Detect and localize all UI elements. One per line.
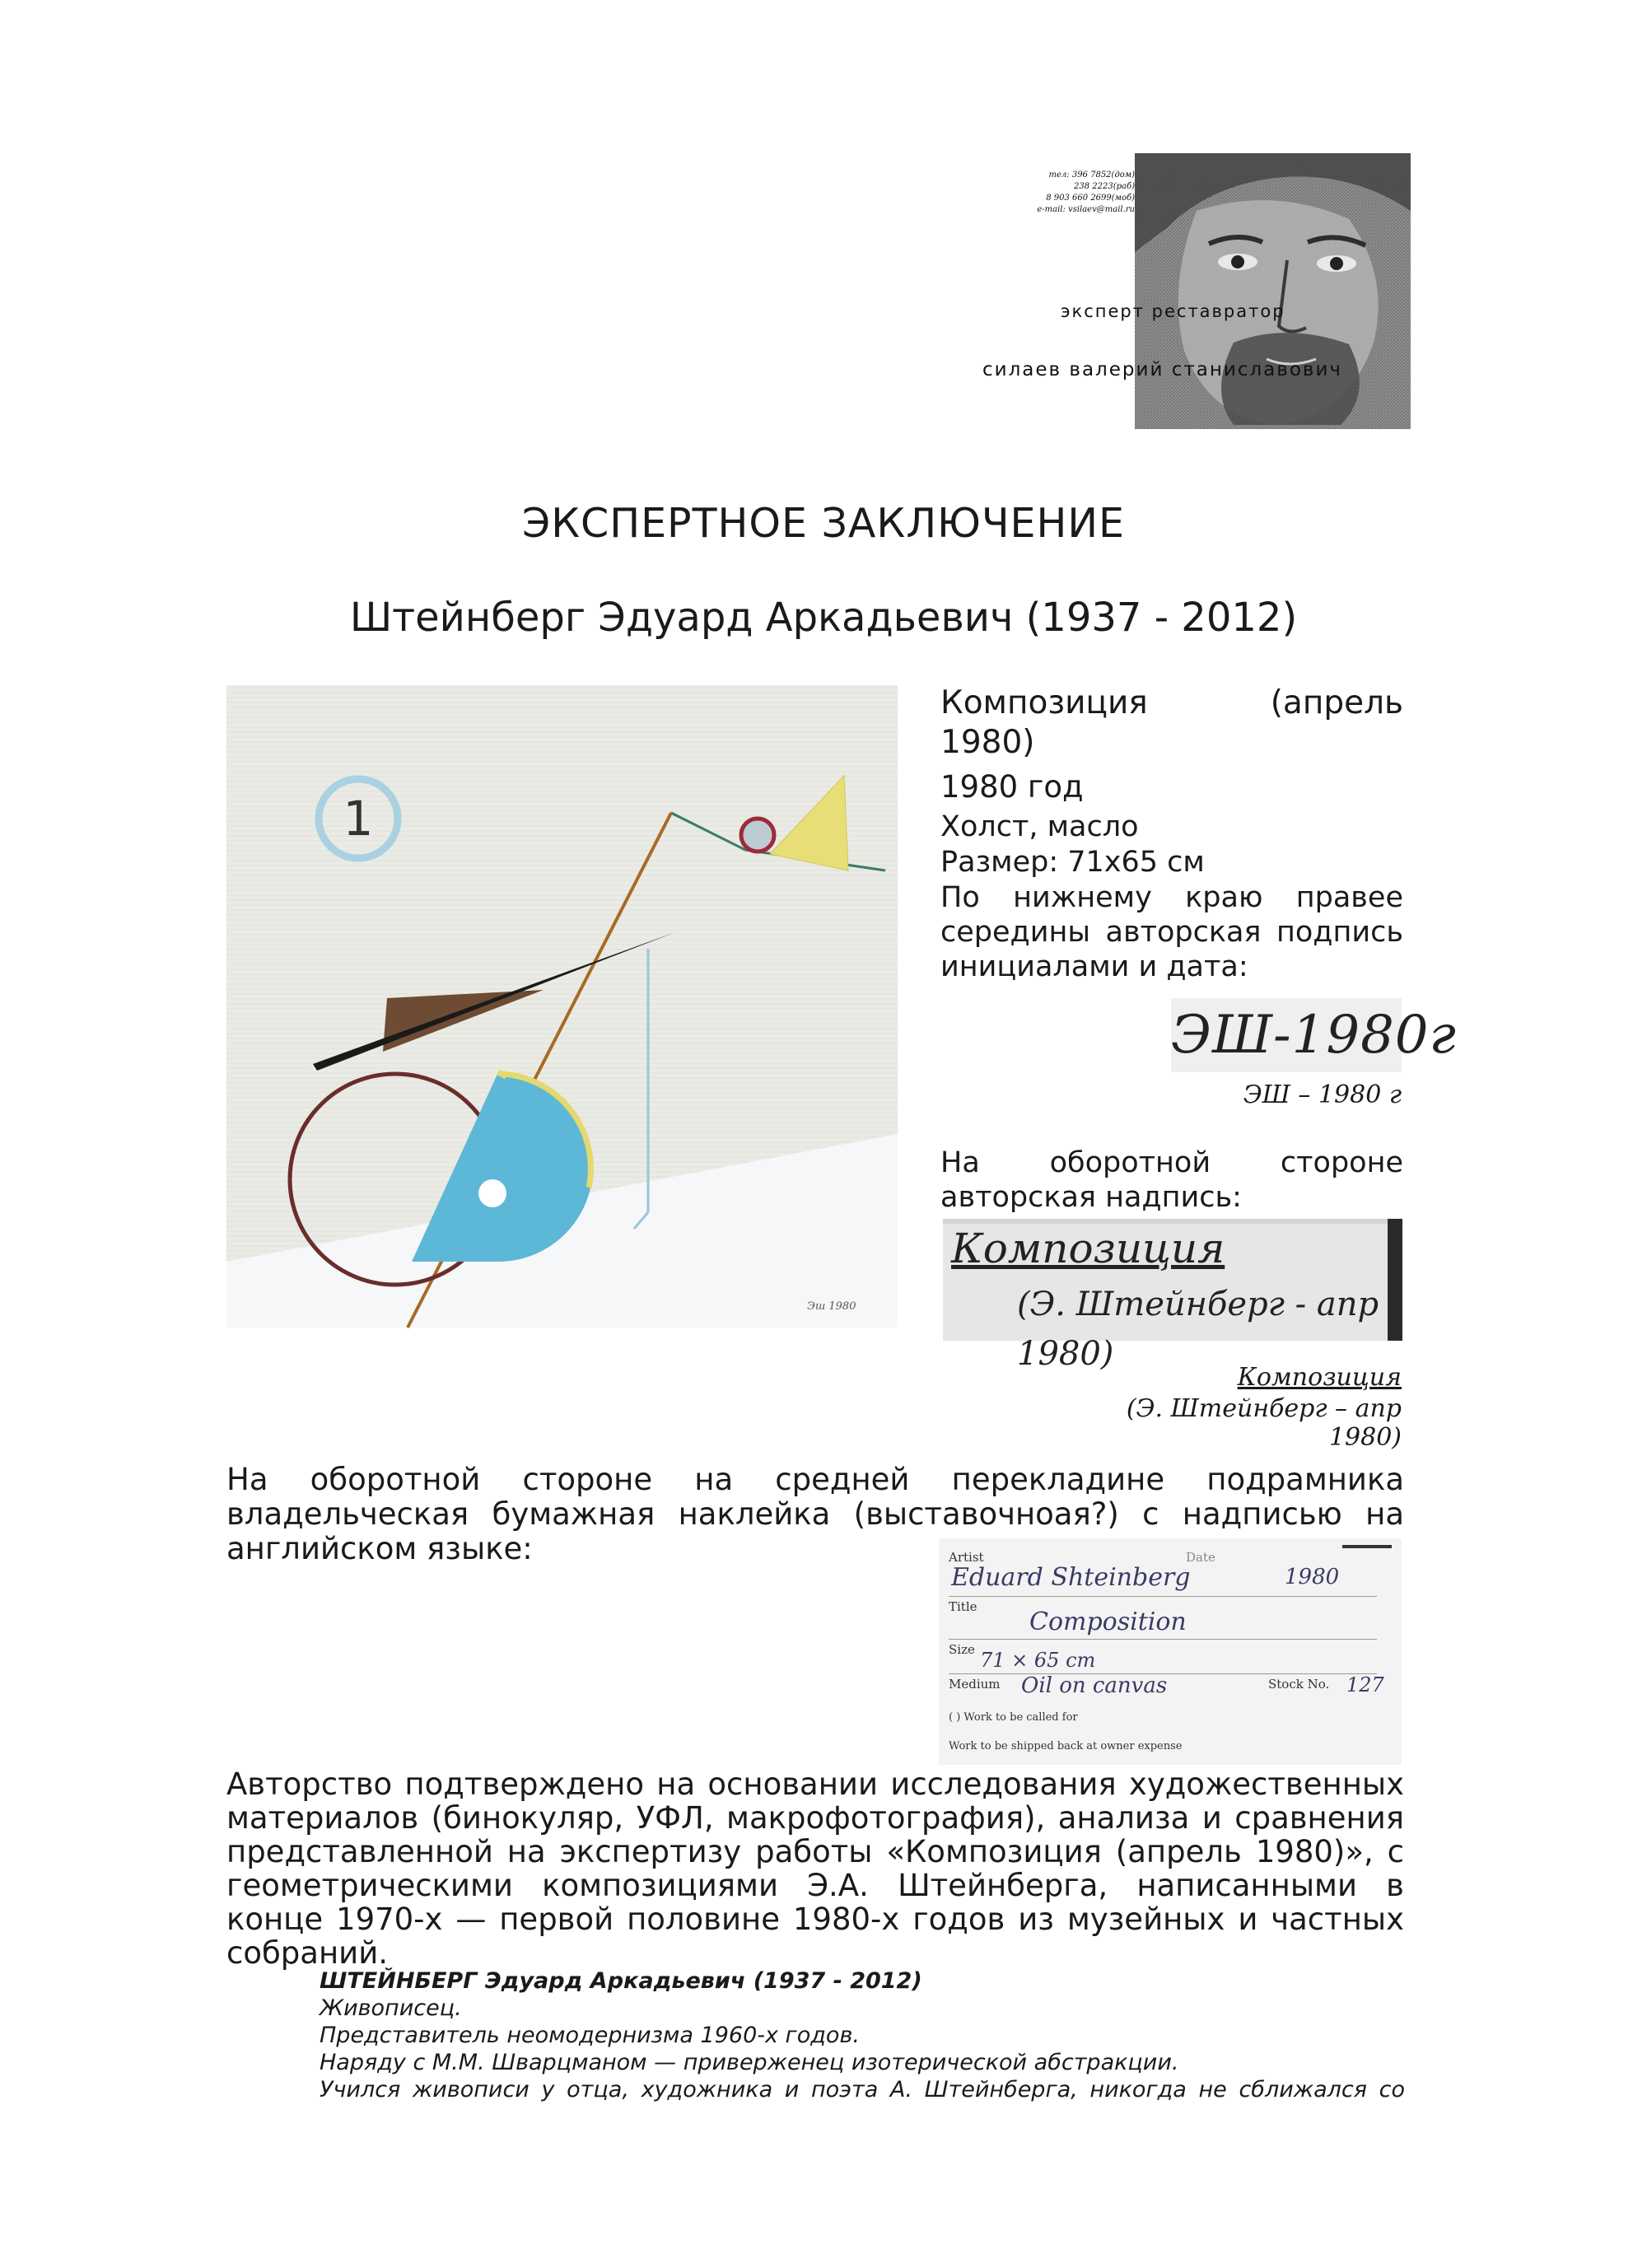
label-stock-value: 127 bbox=[1346, 1673, 1384, 1696]
artist-heading: Штейнберг Эдуард Аркадьевич (1937 - 2012) bbox=[349, 595, 1298, 641]
artwork-medium: Холст, масло bbox=[940, 810, 1139, 843]
letterhead bbox=[962, 153, 1411, 429]
document-title: ЭКСПЕРТНОЕ ЗАКЛЮЧЕНИЕ bbox=[522, 500, 1125, 547]
contact-email: e-mail: vsilaev@mail.ru bbox=[1037, 205, 1135, 214]
bio-line-2: Представитель неомодернизма 1960-х годов. bbox=[320, 2023, 860, 2048]
signature-photo bbox=[1171, 998, 1457, 1072]
label-date-value: 1980 bbox=[1285, 1565, 1340, 1589]
expert-name: силаев валерий станиславович bbox=[982, 359, 1342, 380]
label-called-for: ( ) Work to be called for bbox=[949, 1711, 1078, 1724]
bio-line-4: Учился живописи у отца, художника и поэта А. Штейнберга, никогда не сближался со bbox=[320, 2077, 1405, 2102]
sticker-paragraph: На оборотной стороне на средней перекладине подрамника владельческая бумажная наклейка (выставочноая?) с надписью на английском языке: bbox=[226, 1462, 1404, 1566]
bio-line-1: Живописец. bbox=[320, 1995, 462, 2021]
label-size-value: 71 × 65 cm bbox=[980, 1649, 1096, 1672]
painting-composition bbox=[226, 685, 898, 1328]
authorship-paragraph: Авторство подтверждено на основании исследования художественных материалов (бинокуляр, УФЛ, макрофотография), анализа и сравнения представленной на экспертизу работы «Композиция (апрель 1980)», с геометрическими композициями Э.А. Штейнберга, написанными в конце 1970-х — первой половине 1980-х годов из музейных и частных собраний. bbox=[226, 1766, 1404, 1971]
painting-signature-mark: Эш 1980 bbox=[807, 1300, 856, 1313]
label-stock-caption: Stock No. bbox=[1268, 1677, 1330, 1692]
artwork-title-line2: 1980) bbox=[940, 724, 1035, 761]
painting-photo bbox=[226, 685, 898, 1328]
artwork-year: 1980 год bbox=[940, 769, 1084, 805]
label-size-caption: Size bbox=[949, 1642, 975, 1657]
reverse-caption-line1: Композиция bbox=[1237, 1363, 1402, 1392]
bio-line-3: Наряду с М.М. Шварцманом — приверженец изотерической абстракции. bbox=[320, 2050, 1179, 2075]
label-artist-caption: Artist bbox=[949, 1550, 984, 1565]
label-shipped: Work to be shipped back at owner expense bbox=[949, 1740, 1183, 1752]
signature-transcription: ЭШ – 1980 г bbox=[1243, 1080, 1402, 1109]
reverse-note-line1: На оборотной стороне bbox=[940, 1146, 1403, 1179]
label-title-caption: Title bbox=[949, 1599, 977, 1614]
contact-phone-mobile: 8 903 660 2699(моб) bbox=[1046, 194, 1135, 203]
artwork-title-line1: Композиция (апрель bbox=[940, 684, 1403, 721]
bio-heading: ШТЕЙНБЕРГ Эдуард Аркадьевич (1937 - 2012) bbox=[320, 1968, 922, 1994]
signature-photo-text: ЭШ-1980г bbox=[1171, 1005, 1457, 1066]
reverse-photo-line1: Композиция bbox=[951, 1225, 1225, 1272]
label-medium-caption: Medium bbox=[949, 1677, 1001, 1692]
expert-role: эксперт реставратор bbox=[1061, 301, 1285, 321]
reverse-caption-line2: (Э. Штейнберг – апр 1980) bbox=[1126, 1394, 1402, 1452]
contact-phone-work: 238 2223(раб) bbox=[1074, 182, 1135, 191]
signature-note-line2: середины авторская подпись bbox=[940, 916, 1403, 949]
label-medium-value: Oil on canvas bbox=[1021, 1673, 1168, 1698]
label-date-caption: Date bbox=[1186, 1550, 1215, 1565]
contact-phone-home: тел: 396 7852(дом) bbox=[1048, 170, 1135, 180]
artist-biography bbox=[320, 1967, 1405, 2103]
artwork-size: Размер: 71х65 см bbox=[940, 846, 1205, 879]
reverse-photo-line2: (Э. Штейнберг - апр 1980) bbox=[1017, 1286, 1379, 1373]
label-title-value: Composition bbox=[1029, 1608, 1187, 1636]
signature-note-line3: инициалами и дата: bbox=[940, 950, 1248, 983]
number-label: 1 bbox=[343, 791, 374, 847]
label-artist-value: Eduard Shteinberg bbox=[951, 1563, 1191, 1592]
signature-note-line1: По нижнему краю правее bbox=[940, 881, 1403, 914]
reverse-note-line2: авторская надпись: bbox=[940, 1181, 1242, 1214]
exhibition-label-photo bbox=[939, 1538, 1402, 1765]
reverse-inscription-photo bbox=[943, 1219, 1402, 1373]
